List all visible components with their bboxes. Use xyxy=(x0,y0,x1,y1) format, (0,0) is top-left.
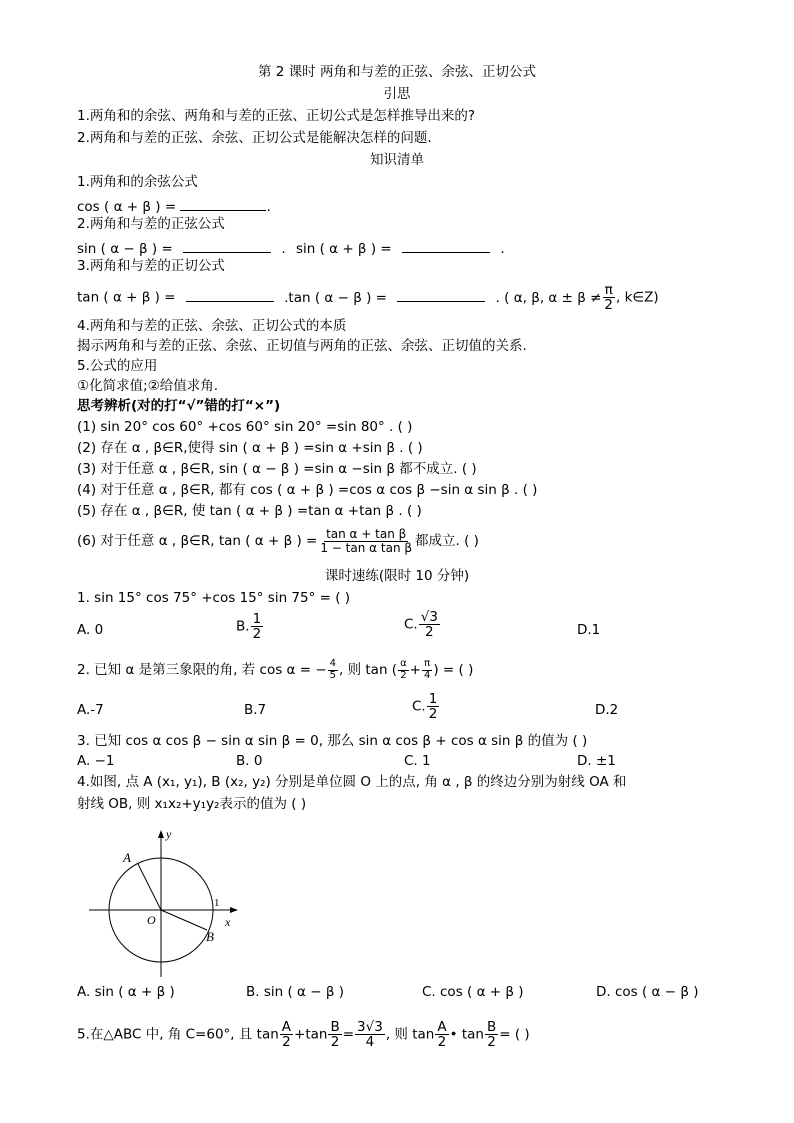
q5-equals: = xyxy=(342,1026,355,1043)
q5-text: 5.在△ABC 中, 角 C=60°, 且 tan xyxy=(77,1026,279,1043)
q3-option-d: D. ±1 xyxy=(577,753,616,769)
tan-sum-label: tan ( α + β ) = xyxy=(77,289,176,306)
judge-item-6 xyxy=(77,528,479,554)
knowledge-item-4-text: 揭示两角和与差的正弦、余弦、正切值与两角的正弦、余弦、正切值的关系. xyxy=(77,338,527,354)
judge-item-2: (2) 存在 α , β∈R,使得 sin ( α + β ) =sin α +sin β . ( ) xyxy=(77,440,423,456)
knowledge-item-2: 2.两角和与差的正弦公式 xyxy=(77,216,225,232)
q2-cos-fraction: $\frac{4}{5}$ xyxy=(329,658,337,681)
section-heading-yinsi: 引思 xyxy=(383,86,411,102)
sin-diff-blank xyxy=(183,240,271,253)
unit-circle-figure xyxy=(86,826,246,982)
q4-option-c: C. cos ( α + β ) xyxy=(422,984,524,1000)
judge-heading: 思考辨析(对的打“√”错的打“×”) xyxy=(77,398,281,414)
tan-formula-line xyxy=(77,283,659,312)
point-a-label: A xyxy=(123,850,131,865)
q2-option-a: A.-7 xyxy=(77,702,104,718)
question-1: 1. sin 15° cos 75° +cos 15° sin 75° = ( ) xyxy=(77,590,351,606)
x-axis-label: x xyxy=(225,915,231,929)
yinsi-question-1: 1.两角和的余弦、两角和与差的正弦、正切公式是怎样推导出来的? xyxy=(77,108,476,124)
question-3: 3. 已知 cos α cos β − sin α sin β = 0, 那么 sin α cos β + cos α sin β 的值为 ( ) xyxy=(77,733,588,749)
tan-diff-label: .tan ( α − β ) = xyxy=(284,289,387,306)
pi-over-2-fraction: $\frac{\pi}{2}$ xyxy=(604,282,614,314)
q2-option-b: B.7 xyxy=(244,702,267,718)
unit-label: 1 xyxy=(214,897,220,909)
knowledge-item-3: 3.两角和与差的正切公式 xyxy=(77,258,225,274)
q2-end: ) = ( ) xyxy=(433,662,474,678)
judge-item-1: (1) sin 20° cos 60° +cos 60° sin 20° =sin 80° . ( ) xyxy=(77,419,413,435)
knowledge-item-1: 1.两角和的余弦公式 xyxy=(77,174,198,190)
tan-diff-blank xyxy=(397,289,485,302)
q1-option-c-label: C. xyxy=(404,616,418,633)
q2-pi-fraction: $\frac{\pi}{4}$ xyxy=(423,658,431,681)
q4-option-b: B. sin ( α − β ) xyxy=(246,984,345,1000)
y-axis-arrow xyxy=(158,830,164,838)
tan-condition-end: , k∈Z) xyxy=(616,289,659,306)
q5-a-half-fraction: $\frac{A}{2}$ xyxy=(281,1019,292,1051)
practice-heading: 课时速练(限时 10 分钟) xyxy=(324,568,470,584)
sin-sum-label: sin ( α + β ) = xyxy=(295,241,392,257)
q5-value-fraction: $\frac{3√3}{4}$ xyxy=(357,1019,383,1051)
q2-option-c-label: C. xyxy=(412,698,426,715)
q3-option-b: B. 0 xyxy=(236,753,263,769)
tan-sum-fraction: $\frac{\text{tan α + tan β}}{\text{1 − tan α tan β}}$ xyxy=(320,527,413,555)
judge-item-6-text: (6) 对于任意 α , β∈R, tan ( α + β ) = xyxy=(77,533,318,550)
q1-option-b-label: B. xyxy=(236,618,250,635)
q5-end: = ( ) xyxy=(499,1026,530,1043)
sin-formula-line: sin ( α − β ) = . sin ( α + β ) = . xyxy=(77,241,505,257)
q5-b-half-fraction: $\frac{B}{2}$ xyxy=(330,1019,340,1051)
cos-sum-label: cos ( α + β ) = xyxy=(77,199,177,215)
q5-b-half-fraction-2: $\frac{B}{2}$ xyxy=(486,1019,497,1051)
q2-text: 2. 已知 α 是第三象限的角, 若 cos α = − xyxy=(77,662,327,678)
knowledge-item-5-text: ①化简求值;②给值求角. xyxy=(77,378,219,394)
knowledge-item-4: 4.两角和与差的正弦、余弦、正切公式的本质 xyxy=(77,318,347,334)
question-2 xyxy=(77,659,473,681)
yinsi-question-2: 2.两角和与差的正弦、余弦、正切公式是能解决怎样的问题. xyxy=(77,130,432,146)
q3-option-c: C. 1 xyxy=(404,753,431,769)
x-axis-arrow xyxy=(230,907,238,913)
q3-option-a: A. −1 xyxy=(77,753,115,769)
origin-label: O xyxy=(147,913,156,927)
judge-item-6-end: 都成立. ( ) xyxy=(415,533,479,550)
question-4-line-1: 4.如图, 点 A (x₁, y₁), B (x₂, y₂) 分别是单位圆 O 上的点, 角 α , β 的终边分别为射线 OA 和 xyxy=(77,774,627,790)
q4-option-d: D. cos ( α − β ) xyxy=(596,984,699,1000)
point-b-label: B xyxy=(206,929,214,944)
section-heading-zhishi: 知识清单 xyxy=(370,152,424,168)
question-4-line-2: 射线 OB, 则 x₁x₂+y₁y₂表示的值为 ( ) xyxy=(77,796,307,812)
q2-tan-text: , 则 tan ( xyxy=(339,662,398,678)
q5-dot-tan: • tan xyxy=(449,1026,484,1043)
cos-sum-blank xyxy=(180,198,266,211)
q1-option-a: A. 0 xyxy=(77,622,104,638)
q1-option-c xyxy=(404,610,441,639)
y-axis-label: y xyxy=(166,827,172,841)
judge-item-3: (3) 对于任意 α , β∈R, sin ( α − β ) =sin α −sin β 都不成立. ( ) xyxy=(77,461,477,477)
q1-option-b-fraction: $\frac{1}{2}$ xyxy=(252,611,262,643)
knowledge-item-5: 5.公式的应用 xyxy=(77,358,158,374)
q5-then-tan: , 则 tan xyxy=(385,1026,435,1043)
sin-diff-label: sin ( α − β ) = xyxy=(77,241,173,257)
tan-sum-blank xyxy=(186,289,274,302)
q4-option-a: A. sin ( α + β ) xyxy=(77,984,175,1000)
q2-option-d: D.2 xyxy=(595,702,619,718)
q1-option-d: D.1 xyxy=(577,622,601,638)
q2-plus: + xyxy=(409,662,421,678)
q5-plus-tan: +tan xyxy=(294,1026,328,1043)
ray-oa xyxy=(138,864,161,910)
sin-sum-blank xyxy=(402,240,490,253)
judge-item-5: (5) 存在 α , β∈R, 使 tan ( α + β ) =tan α +tan β . ( ) xyxy=(77,503,422,519)
q2-alpha-fraction: $\frac{\alpha}{2}$ xyxy=(400,658,407,681)
question-5 xyxy=(77,1020,530,1049)
q1-option-b xyxy=(236,612,264,641)
q5-a-half-fraction-2: $\frac{A}{2}$ xyxy=(437,1019,447,1051)
q2-option-c xyxy=(412,692,440,721)
q1-option-c-fraction: $\frac{√3}{2}$ xyxy=(420,609,438,641)
cos-sum-formula-line: cos ( α + β ) = . xyxy=(77,199,271,215)
judge-item-4: (4) 对于任意 α , β∈R, 都有 cos ( α + β ) =cos α cos β −sin α sin β . ( ) xyxy=(77,482,538,498)
q2-option-c-fraction: $\frac{1}{2}$ xyxy=(428,691,438,723)
tan-condition-text: . ( α, β, α ± β ≠ xyxy=(495,289,602,306)
ray-ob xyxy=(161,910,207,930)
page-title: 第 2 课时 两角和与差的正弦、余弦、正切公式 xyxy=(258,64,536,80)
